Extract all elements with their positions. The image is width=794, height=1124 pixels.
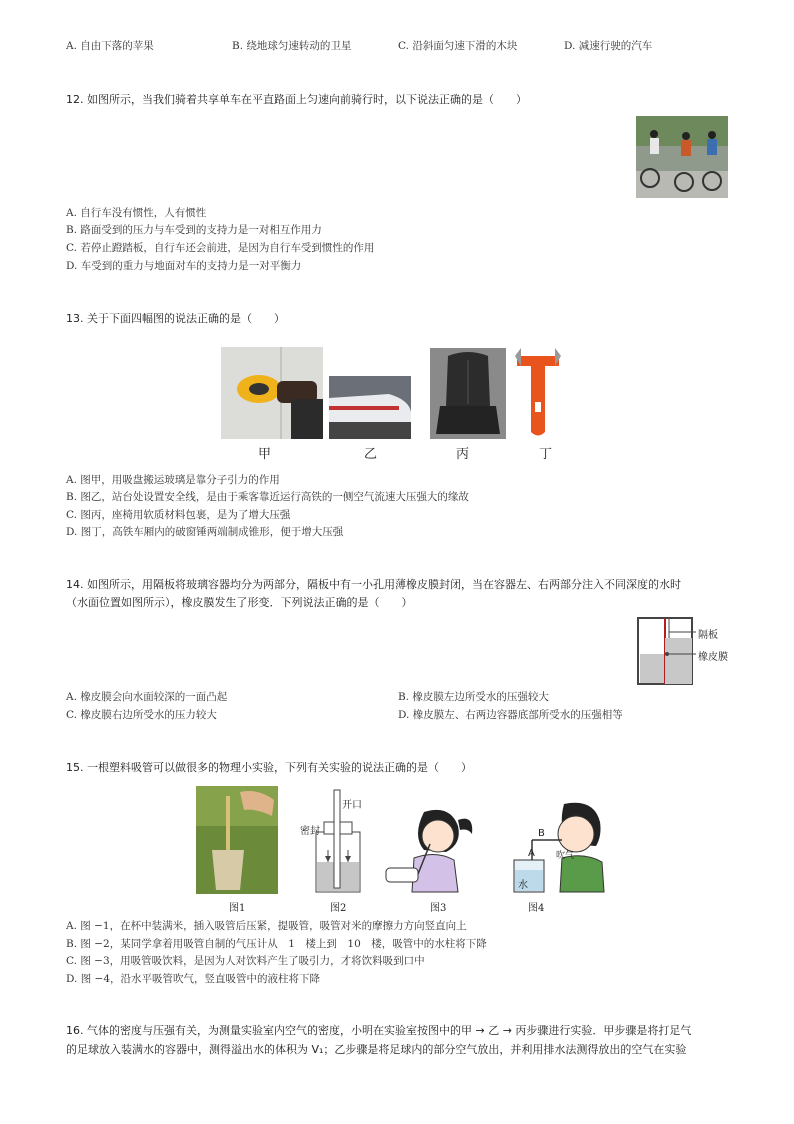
q14-option-d: D. 橡皮膜左、右两边容器底部所受水的压强相等 — [398, 709, 623, 721]
q12-option-d: D. 车受到的重力与地面对车的支持力是一对平衡力 — [66, 260, 302, 272]
q13-option-a: A. 图甲，用吸盘搬运玻璃是靠分子引力的作用 — [66, 474, 280, 486]
fig4-label-blow: 吹气 — [556, 851, 575, 861]
caption-fig4: 图4 — [528, 903, 545, 914]
fig4-label-b: B — [538, 828, 545, 839]
fig2-label-opening: 开口 — [342, 800, 362, 811]
q11-option-b: B. 绕地球匀速转动的卫星 — [232, 40, 352, 52]
fig-label-membrane: 橡皮膜 — [698, 652, 728, 663]
q13-option-d: D. 图丁，高铁车厢内的破窗锤两端制成锥形，便于增大压强 — [66, 526, 344, 538]
q14-stem-line1: 14. 如图所示，用隔板将玻璃容器均分为两部分，隔板中有一小孔用薄橡皮膜封闭，当在容器左、右两部分注入不同深度的水时 — [66, 578, 681, 591]
q11-option-d: D. 减速行驶的汽车 — [564, 40, 653, 52]
suction-cup-photo — [221, 347, 323, 439]
q13-label-bing: 丙 — [456, 447, 470, 462]
fig2-label-sealed: 密封 — [300, 826, 320, 837]
fig4-label-a: A — [528, 848, 535, 859]
caption-fig3: 图3 — [430, 903, 447, 914]
q15-stem: 15. 一根塑料吸管可以做很多的物理小实验，下列有关实验的说法正确的是（ ） — [66, 761, 472, 774]
partition-container-diagram — [636, 614, 736, 686]
q14-stem-line2: （水面位置如图所示），橡皮膜发生了形变．下列说法正确的是（ ） — [66, 596, 413, 609]
barometer-bottle-diagram — [300, 786, 380, 894]
q14-option-a: A. 橡皮膜会向水面较深的一面凸起 — [66, 691, 228, 703]
q12-option-a: A. 自行车没有惯性，人有惯性 — [66, 207, 207, 219]
q14-option-b: B. 橡皮膜左边所受水的压强较大 — [398, 691, 549, 703]
q15-option-c: C. 图 −3，用吸管吸饮料，是因为人对饮料产生了吸引力，才将饮料吸到口中 — [66, 955, 425, 967]
high-speed-train-photo — [329, 376, 411, 439]
caption-fig1: 图1 — [229, 903, 246, 914]
q14-option-c: C. 橡皮膜右边所受水的压力较大 — [66, 709, 217, 721]
girl-drinking-illustration — [384, 800, 478, 894]
q11-option-c: C. 沿斜面匀速下滑的木块 — [398, 40, 518, 52]
straw-rice-photo — [196, 786, 278, 894]
car-seat-photo — [430, 348, 506, 439]
q13-label-ding: 丁 — [539, 447, 553, 462]
q15-option-d: D. 图 −4，沿水平吸管吹气，竖直吸管中的液柱将下降 — [66, 973, 321, 985]
boy-blowing-illustration — [510, 796, 606, 894]
fig4-label-water: 水 — [518, 880, 528, 891]
q13-label-jia: 甲 — [258, 447, 272, 462]
q12-option-c: C. 若停止蹬踏板，自行车还会前进，是因为自行车受到惯性的作用 — [66, 242, 375, 254]
q16-line2: 的足球放入装满水的容器中，测得溢出水的体积为 V₁；乙步骤是将足球内的部分空气放出，并利用排水法测得放出的空气在实验 — [66, 1043, 687, 1056]
q12-option-b: B. 路面受到的压力与车受到的支持力是一对相互作用力 — [66, 224, 322, 236]
q13-stem: 13. 关于下面四幅图的说法正确的是（ ） — [66, 312, 285, 325]
cyclists-photo — [636, 116, 728, 198]
q12-stem: 12. 如图所示，当我们骑着共享单车在平直路面上匀速向前骑行时，以下说法正确的是（ ） — [66, 93, 527, 106]
q16-line1: 16. 气体的密度与压强有关，为测量实验室内空气的密度，小明在实验室按图中的甲 → 乙 → 丙步骤进行实验．甲步骤是将打足气 — [66, 1024, 692, 1037]
q13-option-c: C. 图丙，座椅用软质材料包裹，是为了增大压强 — [66, 509, 291, 521]
safety-hammer-photo — [515, 342, 561, 439]
caption-fig2: 图2 — [330, 903, 347, 914]
q13-option-b: B. 图乙，站台处设置安全线，是由于乘客靠近运行高铁的一侧空气流速大压强大的缘故 — [66, 491, 469, 503]
q15-option-b: B. 图 −2，某同学拿着用吸管自制的气压计从 1 楼上到 10 楼，吸管中的水柱将下降 — [66, 938, 487, 950]
q11-option-a: A. 自由下落的苹果 — [66, 40, 154, 52]
fig-label-partition: 隔板 — [698, 630, 718, 641]
q15-option-a: A. 图 −1，在杯中装满米，插入吸管后压紧，提吸管，吸管对米的摩擦力方向竖直向上 — [66, 920, 467, 932]
q13-label-yi: 乙 — [364, 447, 378, 462]
